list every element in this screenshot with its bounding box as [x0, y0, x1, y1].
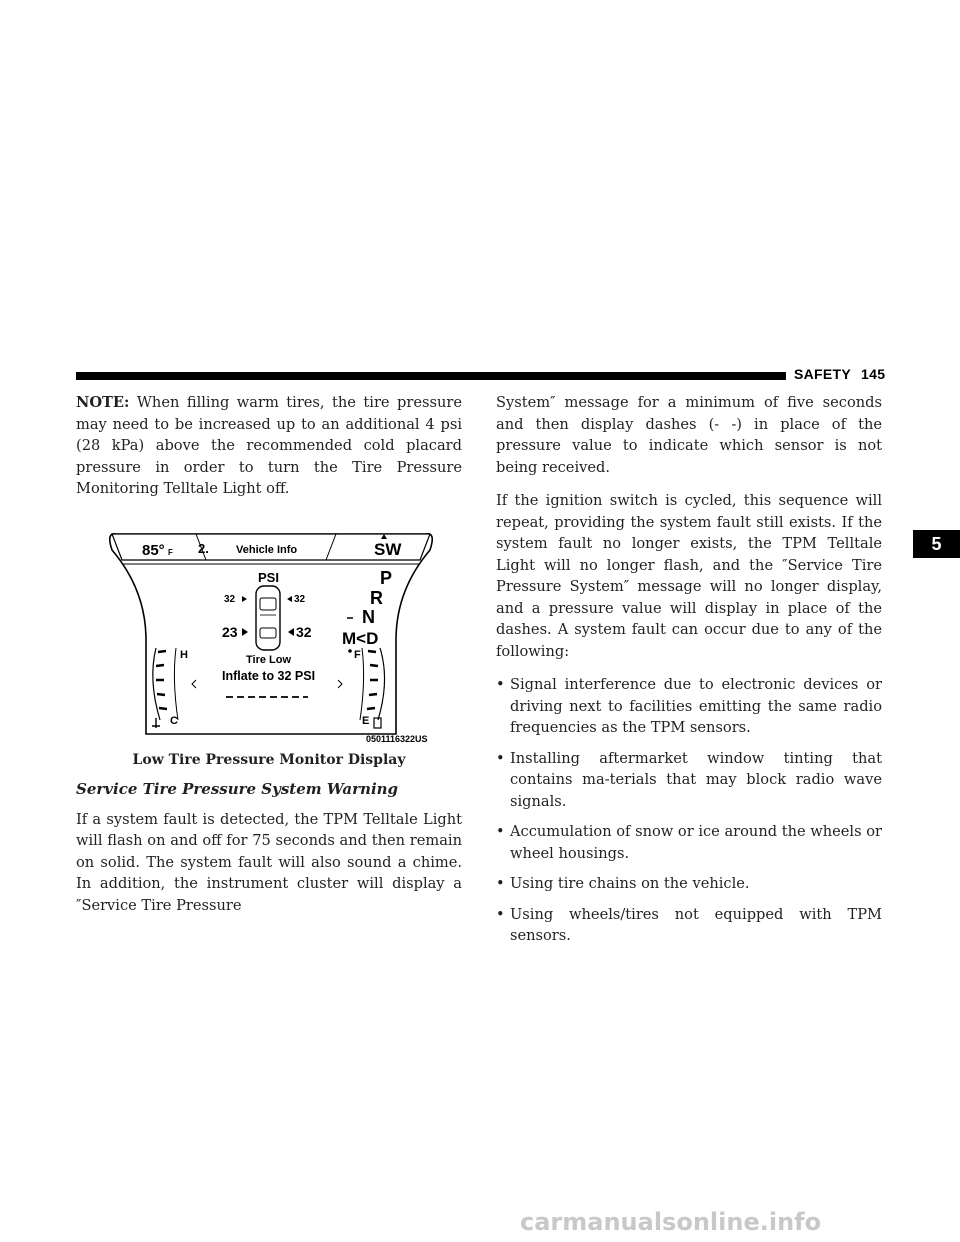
bullet-icon: • [496, 676, 505, 693]
trip-number: 2. [198, 540, 209, 556]
note-paragraph [76, 392, 462, 500]
temperature-unit: F [168, 547, 173, 557]
gear-r: R [370, 587, 383, 608]
outside-temperature: 85° [142, 541, 165, 559]
list-item-text: Accumulation of snow or ice around the wheels or wheel housings. [510, 823, 882, 862]
tpm-display-figure [76, 520, 462, 746]
bullet-icon: • [496, 905, 505, 923]
chapter-tab: 5 [913, 530, 960, 558]
list-item [496, 904, 882, 947]
running-head [794, 366, 885, 382]
ignition-paragraph: If the ignition switch is cycled, this sequence will repeat, providing the system fault still exists. If the system fault no longer exists, the TPM Telltale Light will no longer flash, and the ″Service Tire Pressure System″ message will no longer display, and a pressure value will display in place of the dashes. A system fault can occur due to any of the following: [496, 492, 882, 660]
list-item-text: Using wheels/tires not equipped with TPM sensors. [510, 905, 882, 944]
fault-causes-list [496, 674, 882, 947]
note-label: NOTE: [76, 394, 130, 411]
header-rule [76, 372, 786, 380]
note-text: When filling warm tires, the tire pressure may need to be increased up to an additional 4 psi (28 kPa) above the recommended cold placard pressure in order to turn the Tire Pressure Monitoring Telltale Light off. [76, 394, 462, 497]
section-heading: Service Tire Pressure System Warning [76, 780, 399, 798]
list-item-text: Signal interference due to electronic devices or driving next to facilities emitting the same radio frequencies as the TPM sensors. [510, 676, 882, 736]
front-right-pressure: 32 [294, 593, 306, 605]
section-title: SAFETY [794, 366, 852, 382]
gear-n: N [362, 606, 375, 627]
temp-hot-label: H [180, 648, 188, 661]
continued-paragraph: System″ message for a minimum of five seconds and then display dashes (- -) in place of the pressure value to indicate which sensor is not being received. [496, 394, 882, 476]
watermark: carmanualsonline.info [520, 1208, 822, 1236]
figure-caption: Low Tire Pressure Monitor Display [132, 751, 406, 768]
gear-md: M<D [342, 628, 379, 648]
list-item [496, 674, 882, 739]
list-item-text: Using tire chains on the vehicle. [510, 875, 750, 892]
fuel-full-label: F [354, 648, 361, 661]
fuel-empty-label: E [362, 714, 370, 727]
rear-left-pressure: 23 [222, 623, 238, 640]
gear-plus-dot [348, 649, 352, 653]
list-item [496, 821, 882, 864]
left-column [76, 392, 462, 928]
inflate-instruction: Inflate to 32 PSI [222, 668, 316, 683]
bullet-icon: • [496, 823, 505, 840]
page-number: 145 [861, 366, 886, 382]
temp-cold-label: C [170, 714, 178, 727]
instrument-cluster-illustration [76, 520, 462, 746]
psi-label: PSI [258, 569, 279, 585]
rear-right-pressure: 32 [296, 623, 312, 640]
car-top-view-icon [256, 586, 280, 650]
fault-paragraph: If a system fault is detected, the TPM Telltale Light will flash on and off for 75 seconds and then remain on solid. The system fault will also sound a chime. In addition, the instrument cluster will display a ″Service Tire Pressure [76, 810, 462, 914]
gear-p: P [380, 567, 393, 588]
compass-heading: SW [374, 539, 402, 559]
list-item [496, 873, 882, 895]
right-column [496, 392, 882, 956]
bullet-icon: • [496, 749, 505, 767]
figure-code: 0501116322US [366, 733, 428, 744]
list-item [496, 748, 882, 813]
list-item-text: Installing aftermarket window tinting that contains ma-terials that may block radio wave signals. [510, 749, 882, 810]
tire-low-status: Tire Low [246, 653, 292, 666]
display-title: Vehicle Info [236, 543, 298, 556]
bullet-icon: • [496, 875, 505, 892]
front-left-pressure: 32 [224, 593, 236, 605]
